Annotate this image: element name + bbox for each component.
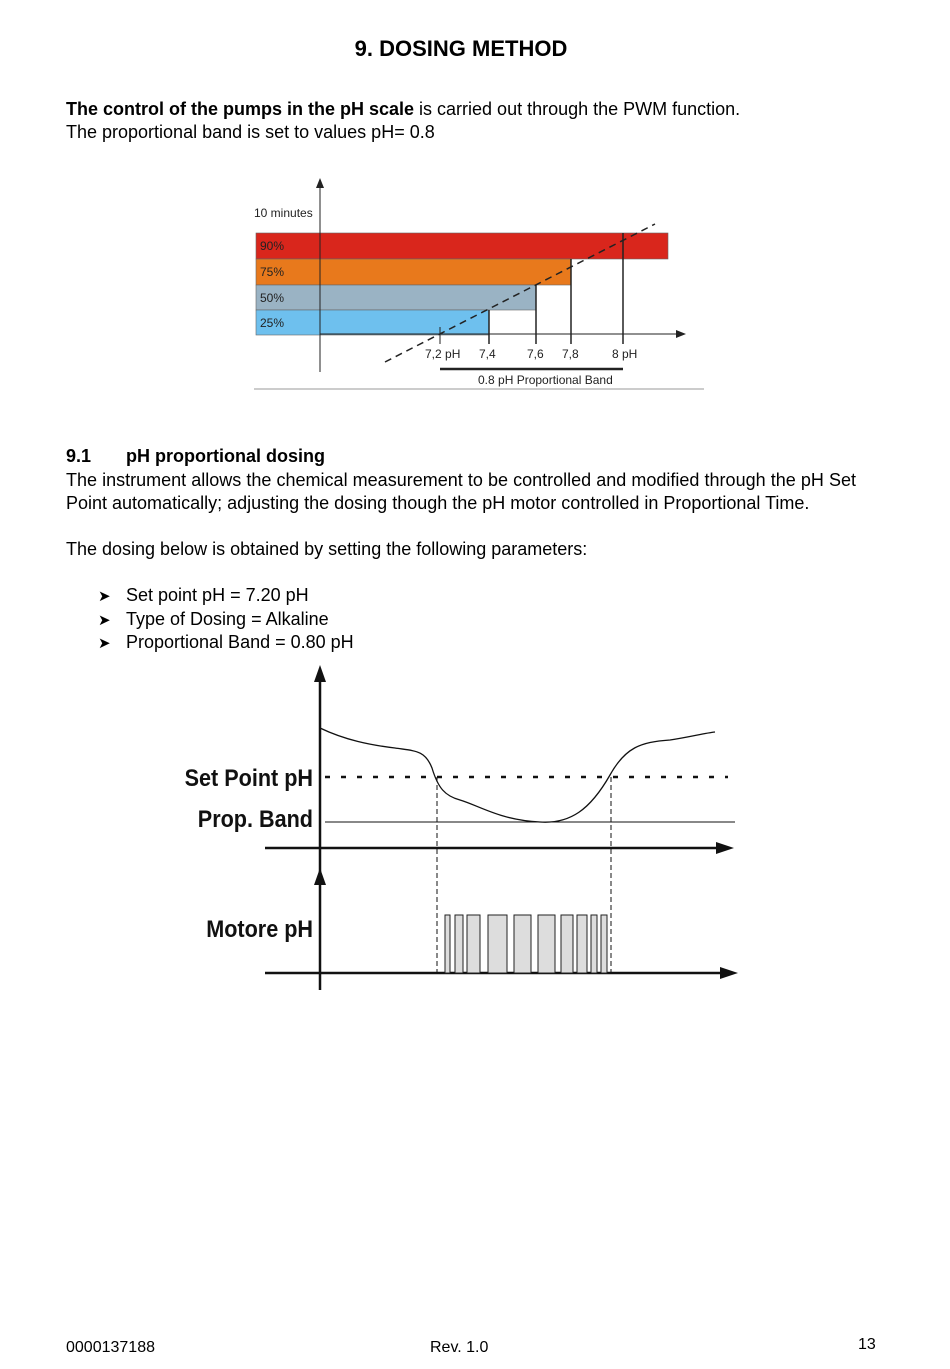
intro-line-2: The proportional band is set to values pH= 0.8 xyxy=(66,122,435,142)
fig1-y-label: 10 minutes xyxy=(254,206,313,220)
fig2-y-arrow xyxy=(314,665,326,682)
setpoint-label: Set Point pH xyxy=(184,763,313,792)
pwm-pulse xyxy=(577,915,587,973)
band-90 xyxy=(256,233,668,259)
fig2-lower-x-arrow xyxy=(720,967,738,979)
tick-label-76: 7,6 xyxy=(527,347,544,361)
band-25 xyxy=(256,310,489,335)
footer-page-number: 13 xyxy=(858,1336,876,1353)
pwm-pulse xyxy=(445,915,450,973)
fig2-lower-y-arrow xyxy=(314,868,326,885)
pwm-pulse xyxy=(467,915,480,973)
arrow-bullet-icon: ➤ xyxy=(98,588,111,605)
pwm-pulse xyxy=(514,915,531,973)
pwm-band-figure xyxy=(240,172,720,394)
intro-bold: The control of the pumps in the pH scale xyxy=(66,99,415,119)
footer-doc-number: 0000137188 xyxy=(66,1339,155,1356)
tick-label-72: 7,2 pH xyxy=(425,347,461,361)
section-title: pH proportional dosing xyxy=(126,446,325,466)
arrow-bullet-icon: ➤ xyxy=(98,635,111,652)
intro-rest: is carried out through the PWM function. xyxy=(414,99,741,119)
section-paragraph-2: The dosing below is obtained by setting the following parameters: xyxy=(66,539,588,559)
bullet-item xyxy=(98,631,354,655)
section-paragraph: The instrument allows the chemical measurement to be controlled and modified through the pH Set Point automatically; adjusting the dosing though the pH motor controlled in Proportional Time. xyxy=(66,470,856,513)
band-label-75: 75% xyxy=(260,265,285,279)
motor-label: Motore pH xyxy=(206,914,313,943)
intro-line-1 xyxy=(66,98,740,121)
bullet-text: Set point pH = 7.20 pH xyxy=(126,585,309,605)
arrow-bullet-icon: ➤ xyxy=(98,612,111,629)
bullet-item xyxy=(98,584,309,608)
footer-revision: Rev. 1.0 xyxy=(430,1339,489,1356)
tick-label-78: 7,8 xyxy=(562,347,579,361)
band-label-90: 90% xyxy=(260,239,285,253)
bullet-text: Proportional Band = 0.80 pH xyxy=(126,632,354,652)
pwm-pulse xyxy=(538,915,555,973)
pwm-pulse xyxy=(591,915,597,973)
pwm-pulse xyxy=(561,915,573,973)
pwm-pulse xyxy=(601,915,607,973)
fig2-upper-x-arrow xyxy=(716,842,734,854)
propband-label: Prop. Band xyxy=(197,804,313,833)
pwm-pulses xyxy=(445,915,607,973)
dosing-timing-figure xyxy=(170,660,750,1000)
bullet-text: Type of Dosing = Alkaline xyxy=(126,609,329,629)
band-label-25: 25% xyxy=(260,316,285,330)
bullet-item xyxy=(98,608,329,632)
page-title: 9. DOSING METHOD xyxy=(354,36,568,61)
pwm-pulse xyxy=(455,915,463,973)
section-number: 9.1 xyxy=(66,446,92,466)
pwm-pulse xyxy=(488,915,507,973)
tick-label-8: 8 pH xyxy=(612,347,638,361)
fig1-y-arrow xyxy=(316,178,324,188)
fig1-x-arrow xyxy=(676,330,686,338)
ph-curve xyxy=(320,728,715,822)
band-label-50: 50% xyxy=(260,291,285,305)
tick-label-74: 7,4 xyxy=(479,347,496,361)
band-span-label: 0.8 pH Proportional Band xyxy=(478,373,613,387)
band-75 xyxy=(256,259,571,285)
